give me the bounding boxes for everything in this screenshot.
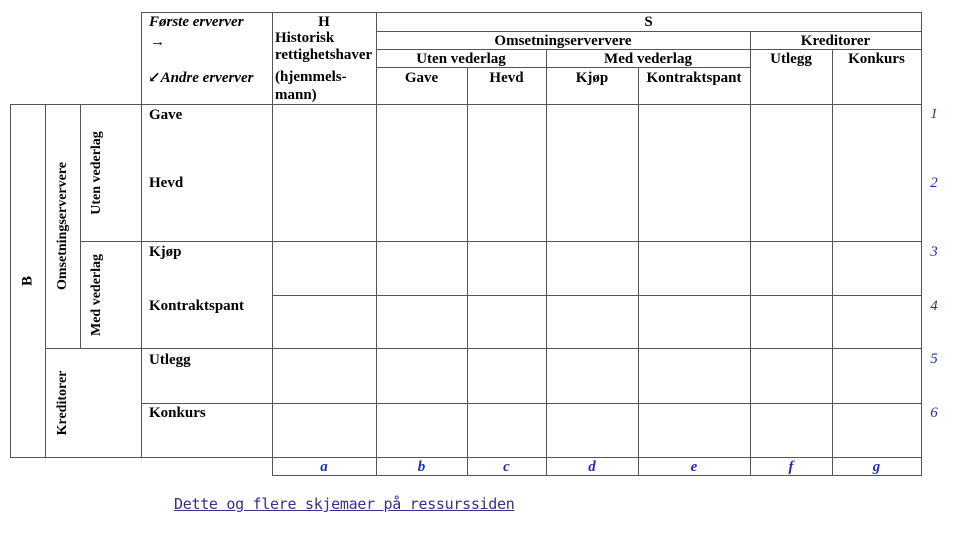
- historisk-line-1: Historisk: [275, 30, 335, 46]
- row-label-konkurs: Konkurs: [149, 405, 206, 421]
- forste-erverver-label: Første erverver: [149, 14, 244, 30]
- med-vederlag-header: Med vederlag: [604, 51, 692, 67]
- side-med-vederlag-label: Med vederlag: [89, 253, 104, 337]
- side-omsetningserververe-label: Omsetningserververe: [55, 161, 70, 291]
- col-header-gave: Gave: [404, 70, 439, 86]
- row-number-6: 6: [930, 405, 938, 421]
- side-kreditorer-label: Kreditorer: [55, 370, 70, 436]
- col-header-kontraktspant: Kontraktspant: [646, 70, 742, 86]
- s-header: S: [644, 14, 653, 30]
- row-number-1: 1: [930, 106, 938, 122]
- row-label-gave: Gave: [149, 107, 183, 123]
- row-label-kontraktspant: Kontraktspant: [149, 298, 245, 314]
- kreditorer-header: Kreditorer: [800, 33, 871, 49]
- row-number-5: 5: [930, 351, 938, 367]
- col-header-hevd: Hevd: [489, 70, 524, 86]
- col-letter-g: g: [872, 459, 881, 475]
- col-letter-f: f: [788, 459, 794, 475]
- col-header-kjop: Kjøp: [575, 70, 609, 86]
- col-header-utlegg: Utlegg: [770, 51, 812, 67]
- row-number-3: 3: [930, 244, 938, 260]
- col-letter-d: d: [588, 459, 596, 475]
- andre-erverver-label: ↙Andre erverver: [148, 70, 254, 86]
- row-label-utlegg: Utlegg: [149, 352, 191, 368]
- historisk-line-3: (hjemmels-: [275, 69, 347, 85]
- col-letter-e: e: [690, 459, 698, 475]
- uten-vederlag-header: Uten vederlag: [416, 51, 506, 67]
- h-header: H: [318, 14, 330, 30]
- omsetningserververe-header: Omsetningserververe: [494, 33, 632, 49]
- historisk-line-2: rettighetshaver: [275, 47, 373, 63]
- col-header-konkurs: Konkurs: [848, 51, 905, 67]
- row-number-2: 2: [930, 175, 938, 191]
- side-b-label: B: [19, 275, 36, 287]
- historisk-line-4: mann): [275, 87, 317, 103]
- row-number-4: 4: [930, 298, 938, 314]
- row-label-kjop: Kjøp: [149, 244, 182, 260]
- ressursside-link[interactable]: Dette og flere skjemaer på ressurssiden: [174, 495, 515, 513]
- row-label-hevd: Hevd: [149, 175, 184, 191]
- arrow-right-icon: →: [150, 34, 165, 50]
- side-uten-vederlag-label: Uten vederlag: [89, 131, 104, 215]
- col-letter-a: a: [320, 459, 328, 475]
- col-letter-b: b: [417, 459, 426, 475]
- col-letter-c: c: [503, 459, 510, 475]
